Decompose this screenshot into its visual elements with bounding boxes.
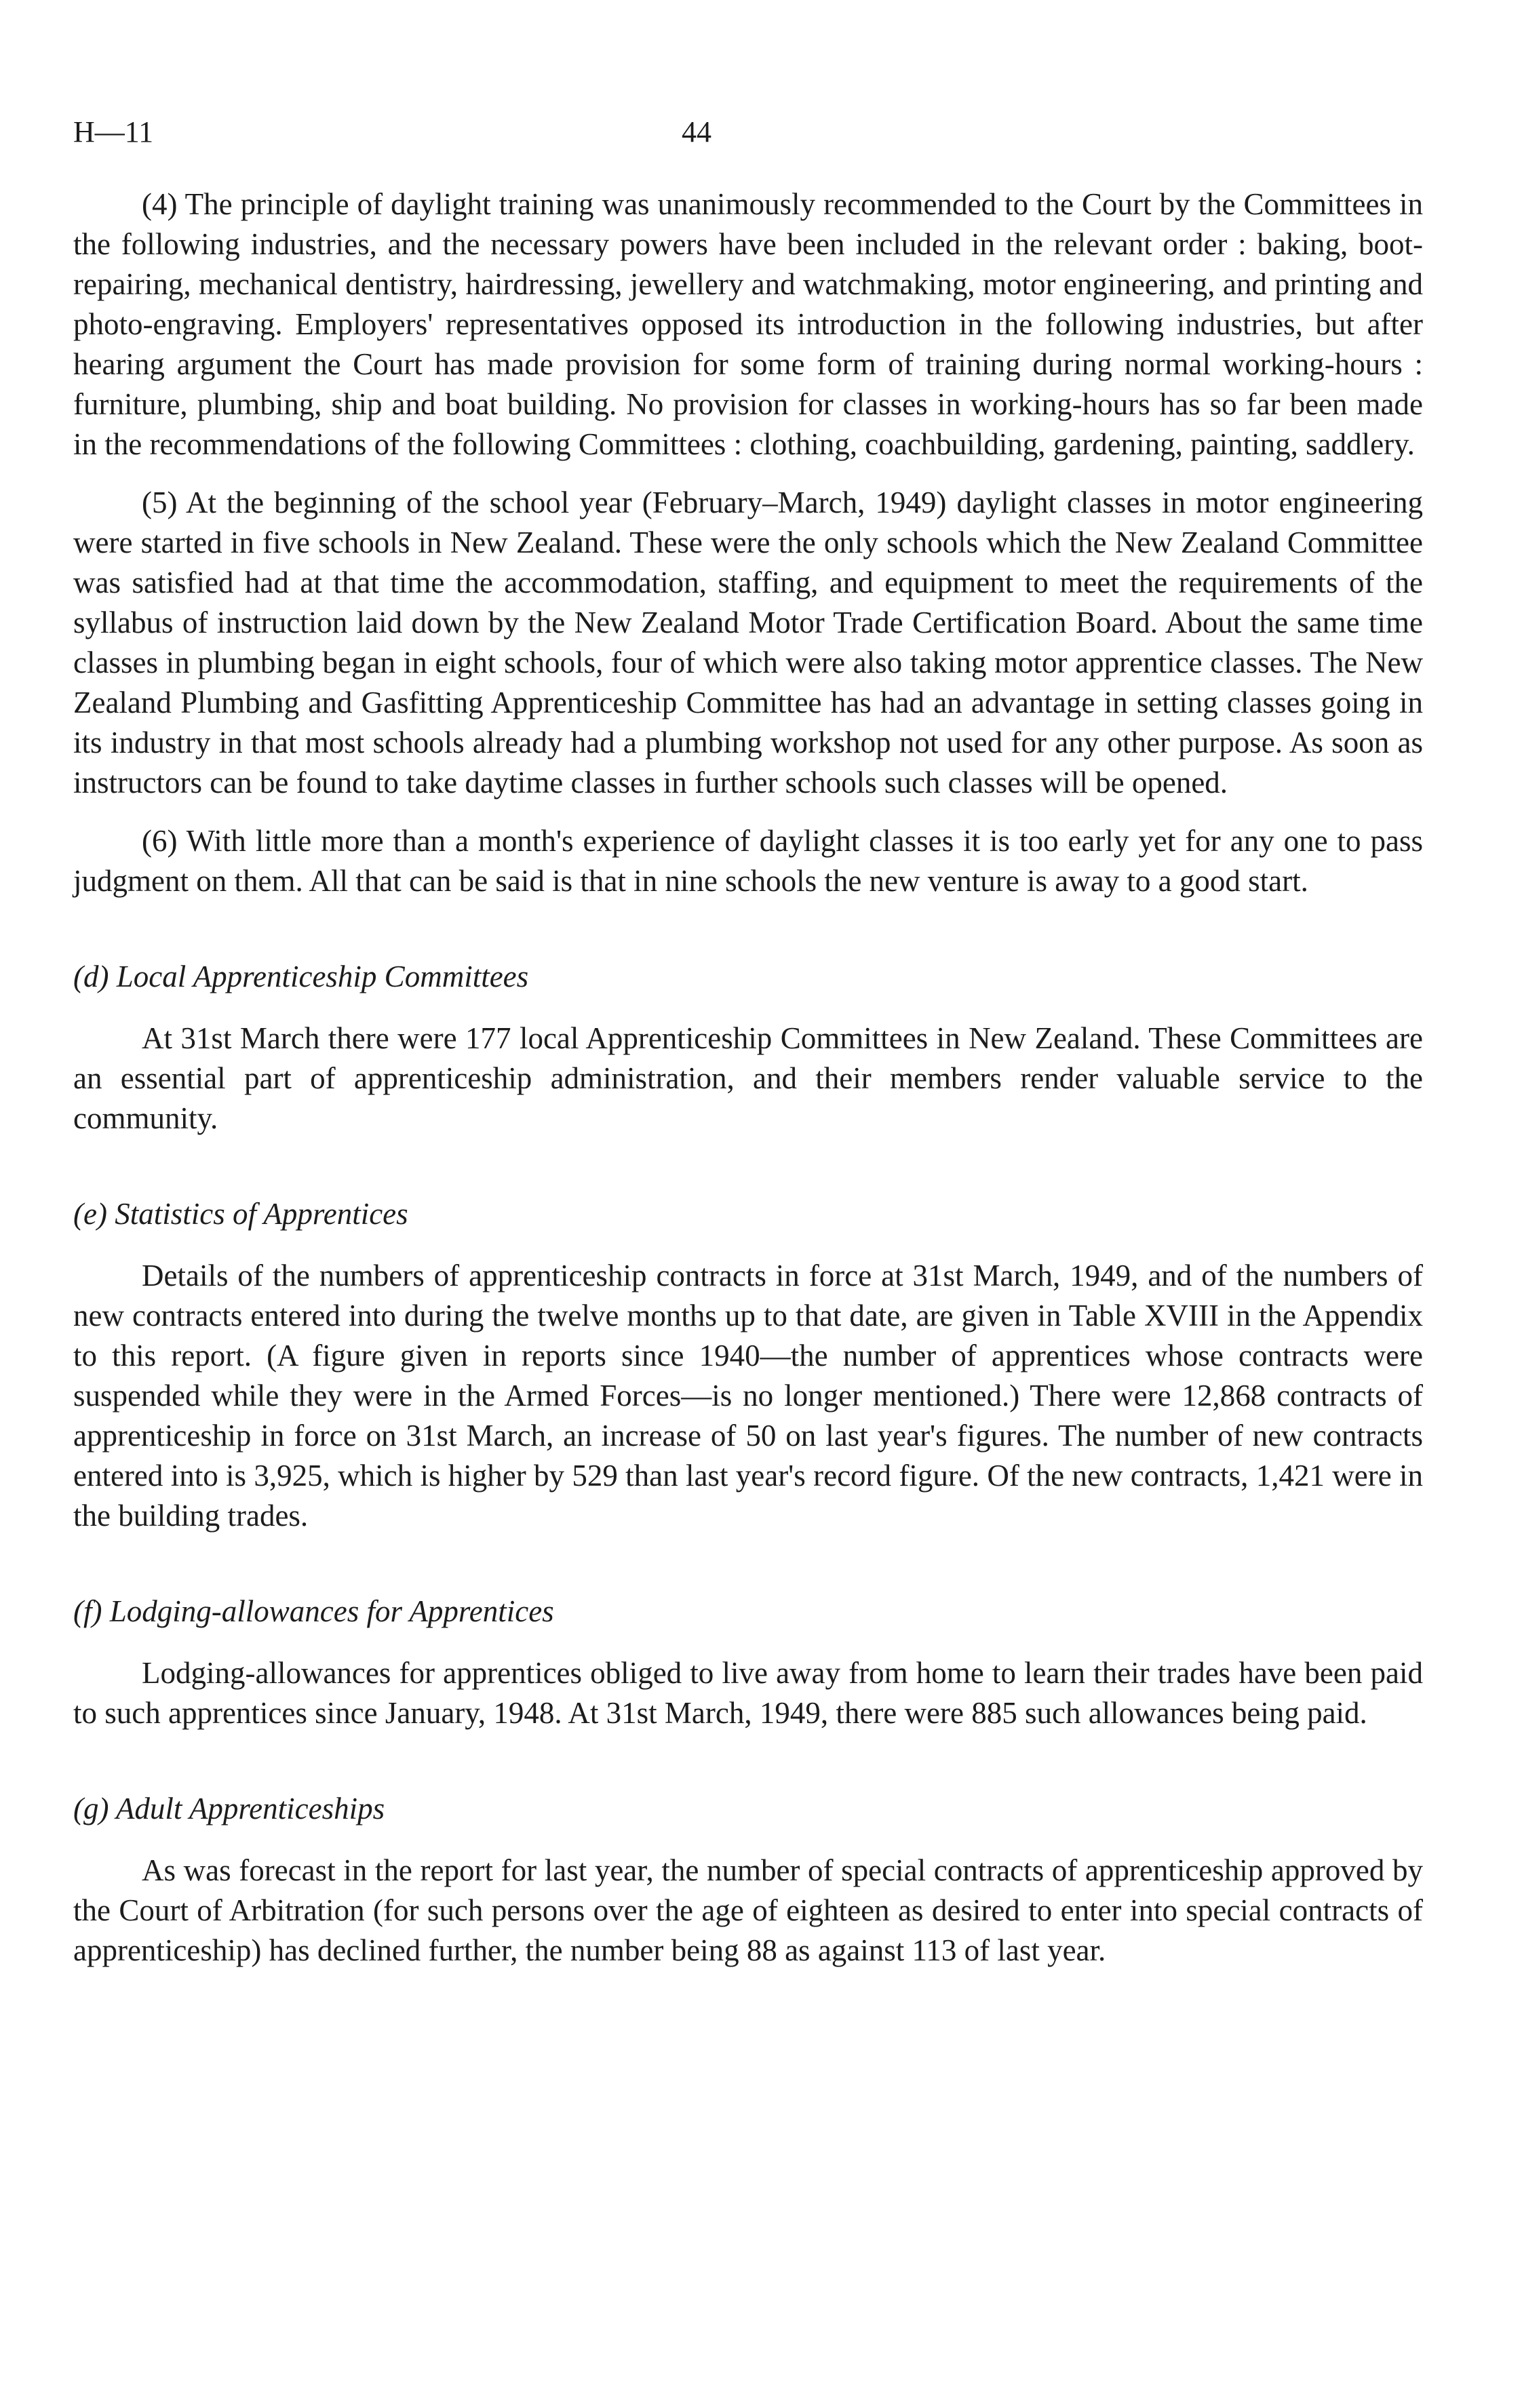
page-number: 44 — [682, 115, 711, 149]
section-lodging-allowances — [73, 1592, 1423, 1733]
section-paragraph: At 31st March there were 177 local Apprenticeship Committees in New Zealand. These Committees are an essential part of apprenticeship administration, and their members render valuable service to the community. — [73, 1021, 1423, 1135]
section-adult-apprenticeships — [73, 1789, 1423, 1971]
paragraph-6: (6) With little more than a month's experience of daylight classes it is too early yet for any one to pass judgment on them. All that can be said is that in nine schools the new venture is away to a good start. — [73, 824, 1423, 898]
page-body — [73, 184, 1423, 1971]
section-heading: (e) Statistics of Apprentices — [73, 1197, 408, 1231]
section-paragraph: As was forecast in the report for last year, the number of special contracts of apprenticeship approved by the Court of Arbitration (for such persons over the age of eighteen as desired to enter into special contracts of apprenticeship) has declined further, the number being 88 as against 113 of last year. — [73, 1853, 1423, 1967]
section-statistics-of-apprentices — [73, 1194, 1423, 1536]
page-header — [73, 112, 1449, 153]
section-local-apprenticeship-committees — [73, 957, 1423, 1139]
section-paragraph: Lodging-allowances for apprentices obliged to live away from home to learn their trades have been paid to such apprentices since January, 1948. At 31st March, 1949, there were 885 such allowances being paid. — [73, 1656, 1423, 1730]
section-paragraph: Details of the numbers of apprenticeship contracts in force at 31st March, 1949, and of the numbers of new contracts entered into during the twelve months up to that date, are given in Table XVIII in the Appendix to this report. (A figure given in reports since 1940—the number of apprentices whose contracts were suspended while they were in the Armed Forces—is no longer mentioned.) There were 12,868 contracts of apprenticeship in force on 31st March, an increase of 50 on last year's figures. The number of new contracts entered into is 3,925, which is higher by 529 than last year's record figure. Of the new contracts, 1,421 were in the building trades. — [73, 1259, 1423, 1533]
section-heading: (f) Lodging-allowances for Apprentices — [73, 1594, 554, 1628]
paragraph-4: (4) The principle of daylight training was unanimously recommended to the Court by the Committees in the following industries, and the necessary powers have been included in the relevant order : baking, boot-repairing, mechanical dentistry, hairdressing, jewellery and watchmaking, motor engineering, and printing and photo-engraving. Employers' representatives opposed its introduction in the following industries, but after hearing argument the Court has made provision for some form of training during normal working-hours : furniture, plumbing, ship and boat building. No provision for classes in working-hours has so far been made in the recommendations of the following Committees : clothing, coachbuilding, gardening, painting, saddlery. — [73, 187, 1423, 461]
document-reference: H—11 — [73, 115, 154, 149]
section-heading: (d) Local Apprenticeship Committees — [73, 960, 529, 993]
paragraph-5: (5) At the beginning of the school year (February–March, 1949) daylight classes in motor engineering were started in five schools in New Zealand. These were the only schools which the New Zealand Committee was satisfied had at that time the accommodation, staffing, and equipment to meet the requirements of the syllabus of instruction laid down by the New Zealand Motor Trade Certification Board. About the same time classes in plumbing began in eight schools, four of which were also taking motor apprentice classes. The New Zealand Plumbing and Gasfitting Apprenticeship Committee has had an advantage in setting classes going in its industry in that most schools already had a plumbing workshop not used for any other purpose. As soon as instructors can be found to take daytime classes in further schools such classes will be opened. — [73, 486, 1423, 800]
section-heading: (g) Adult Apprenticeships — [73, 1792, 385, 1825]
